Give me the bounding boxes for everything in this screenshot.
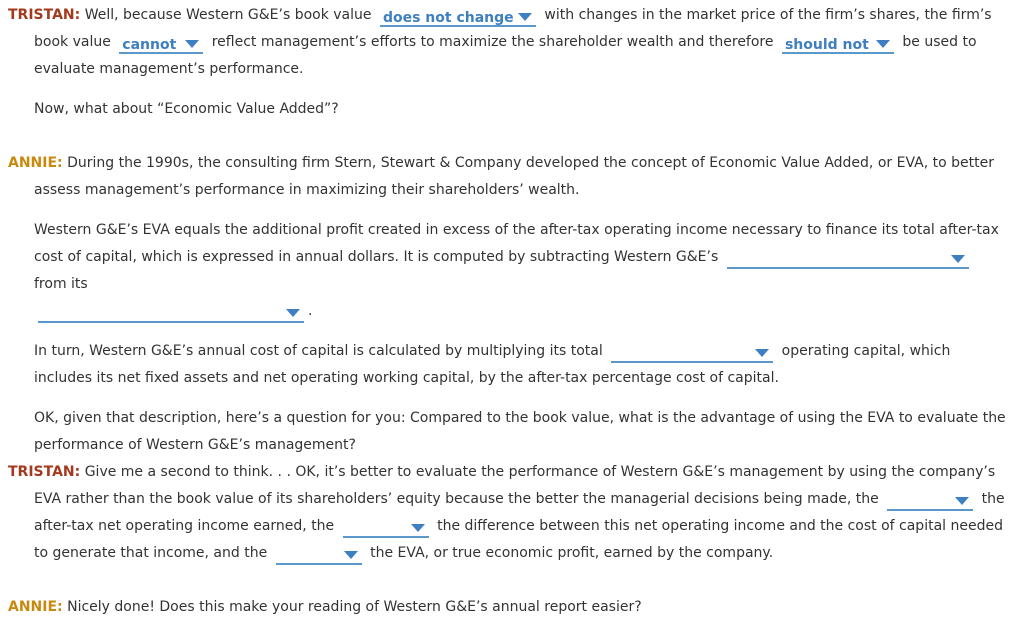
text: from its	[34, 276, 88, 292]
text: be used to evaluate management’s performance.	[34, 34, 977, 77]
dropdown-value	[38, 306, 41, 322]
chevron-down-icon	[876, 40, 890, 48]
subtract-from-dropdown[interactable]	[38, 305, 304, 323]
paragraph: Now, what about “Economic Value Added”?	[34, 101, 339, 117]
difference-dropdown[interactable]	[343, 520, 429, 538]
book-value-change-dropdown[interactable]	[380, 9, 536, 27]
text: During the 1990s, the consulting firm Stern, Stewart & Company developed the concept of Economic Value Added, or EVA, to better assess management’s performance in maximizing their shareholders’ wealth.	[34, 155, 994, 198]
subtract-item-dropdown[interactable]	[727, 251, 969, 269]
paragraph	[8, 594, 1008, 621]
reflect-efforts-dropdown[interactable]	[119, 36, 203, 54]
text: operating capital, which includes its net fixed assets and net operating working capital, by the after-tax percentage cost of capital.	[34, 343, 951, 386]
paragraph	[8, 2, 1008, 83]
used-to-evaluate-dropdown[interactable]	[782, 36, 894, 54]
dropdown-value	[276, 548, 279, 564]
chevron-down-icon	[518, 13, 532, 21]
text: with changes in the market price of the firm’s shares, the firm’s book value	[34, 7, 992, 50]
text: .	[308, 303, 313, 319]
dropdown-value	[343, 521, 346, 537]
chevron-down-icon	[755, 349, 769, 357]
chevron-down-icon	[344, 551, 358, 559]
dropdown-value	[887, 494, 890, 510]
chevron-down-icon	[185, 40, 199, 48]
paragraph	[8, 150, 1008, 204]
dialogue-block-tristan-1	[8, 2, 1008, 123]
chevron-down-icon	[955, 497, 969, 505]
speaker-label: ANNIE:	[8, 599, 63, 615]
paragraph	[8, 217, 1008, 325]
text: Well, because Western G&E’s book value	[84, 7, 372, 23]
dialogue-block-annie-2	[8, 594, 1008, 621]
speaker-label: ANNIE:	[8, 155, 63, 171]
paragraph: OK, given that description, here’s a question for you: Compared to the book value, what is the advantage of using the EVA to evaluate the performance of Western G&E’s management?	[34, 410, 1006, 453]
net-operating-income-dropdown[interactable]	[887, 493, 973, 511]
dropdown-value: should not	[784, 37, 869, 53]
dropdown-value	[611, 346, 614, 362]
text: In turn, Western G&E’s annual cost of capital is calculated by multiplying its total	[34, 343, 603, 359]
text: the after-tax net operating income earned, the	[34, 491, 1005, 534]
speaker-label: TRISTAN:	[8, 464, 81, 480]
text: reflect management’s efforts to maximize the shareholder wealth and therefore	[211, 34, 774, 50]
chevron-down-icon	[286, 309, 300, 317]
eva-dropdown[interactable]	[276, 547, 362, 565]
operating-capital-dropdown[interactable]	[611, 345, 773, 363]
text: the EVA, or true economic profit, earned by the company.	[370, 545, 774, 561]
text: Give me a second to think. . . OK, it’s better to evaluate the performance of Western G&E’s management by using the company’s EVA rather than the book value of its shareholders’ equity because the better the managerial decisions being made, the	[34, 464, 996, 507]
paragraph	[8, 459, 1008, 567]
dialogue-block-tristan-2	[8, 459, 1008, 567]
dropdown-value: does not change	[382, 10, 514, 26]
dropdown-value	[727, 252, 730, 268]
dialogue-block-annie-1	[8, 150, 1008, 459]
text: Nicely done! Does this make your reading of Western G&E’s annual report easier?	[67, 599, 642, 615]
chevron-down-icon	[951, 255, 965, 263]
dropdown-value: cannot	[122, 37, 177, 53]
speaker-label: TRISTAN:	[8, 7, 81, 23]
chevron-down-icon	[411, 524, 425, 532]
paragraph	[8, 338, 1008, 392]
text: the difference between this net operating income and the cost of capital needed to generate that income, and the	[34, 518, 1003, 561]
text: Western G&E’s EVA equals the additional profit created in excess of the after-tax operating income necessary to finance its total after-tax cost of capital, which is expressed in annual dollars. It is computed by subtracting Western G&E’s	[34, 222, 999, 265]
